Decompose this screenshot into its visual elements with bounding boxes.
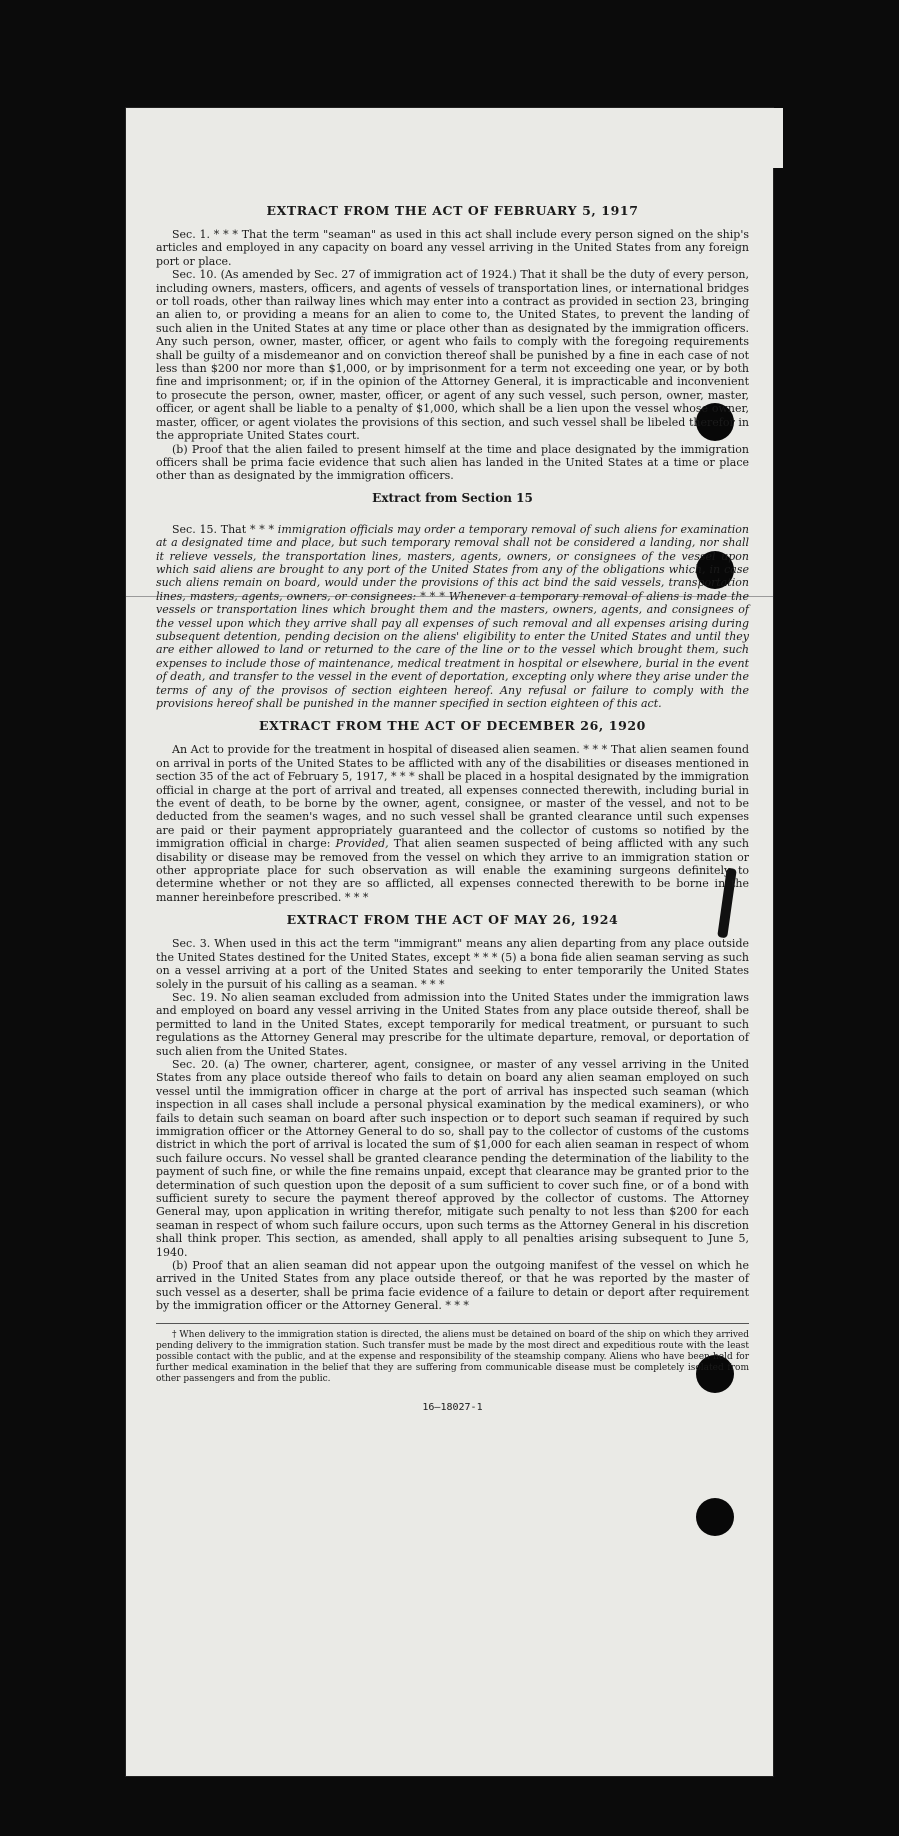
document-page [126, 108, 773, 1776]
heading-section-15: Extract from Section 15 [372, 490, 533, 505]
section-3-paragraph: Sec. 3. When used in this act the term "immigrant" means any alien departing from any place outside the United States destined for the United States, except * * * (5) a bona fide alien seaman serving as such on a vessel arriving at a port of the United States and seeking to enter temporarily the United States solely in the pursuit of his calling as a seaman. * * * [156, 937, 749, 991]
form-number: 16—18027-1 [422, 1401, 483, 1413]
heading-act-1920: EXTRACT FROM THE ACT OF DECEMBER 26, 1920 [259, 718, 646, 734]
spacer [156, 513, 749, 523]
footnote-text: † When delivery to the immigration station is directed, the aliens must be detained on board of the ship on which they arrived pending delivery to the immigration station. Such transfer must be made by the most direct and expeditious route with the least possible contact with the public, and at the expense and responsibility of the steamship company. Aliens who have been held for further medical examination in the belief that they are suffering from communicable disease must be completely isolated from other passengers and from the public. [156, 1329, 749, 1385]
act-1920-text-b: That alien seamen suspected of being afflicted with any such disability or disease may be removed from the vessel on which they arrive to an immigration station or other appropriate place for such observation as will enable the examining surgeons definitely to determine whether or not they are so afflicted, all expenses connected therewith to be borne in the manner hereinbefore prescribed. * * * [156, 837, 749, 904]
act-1920-text-a: An Act to provide for the treatment in hospital of diseased alien seamen. * * * That alien seamen found on arrival in ports of the United States to be afflicted with any of the disabilities or diseases mentioned in section 35 of the act of February 5, 1917, * * * shall be placed in a hospital designated by the immigration official in charge at the port of arrival and treated, all expenses connected therewith, including burial in the event of death, to be borne by the owner, agent, consignee, or master of the vessel, and not to be deducted from the seamen's wages, and no such vessel shall be granted clearance until such expenses are paid or their payment appropriately guaranteed and the collector of customs so notified by the immigration official in charge: [156, 743, 749, 851]
section-20b-paragraph: (b) Proof that an alien seaman did not appear upon the outgoing manifest of the vessel on which he arrived in the United States from any place outside thereof, or that he was reported by the master of such vessel as a deserter, shall be prima facie evidence of a failure to detain or deport after requirement by the immigration officer or the Attorney General. * * * [156, 1259, 749, 1313]
section-10b-paragraph: (b) Proof that the alien failed to present himself at the time and place designated by the immigration officers shall be prima facie evidence that such alien has landed in the United States at a time or place other than as designated by the immigration officers. [156, 442, 749, 483]
heading-act-1924: EXTRACT FROM THE ACT OF MAY 26, 1924 [286, 912, 619, 928]
section-15-text: immigration officials may order a temporary removal of such aliens for examination at a designated time and place, but such temporary removal shall not be considered a landing, nor shall it relieve vessels, the transportation lines, masters, agents, owners, or consignees of the vessel upon which said aliens are brought to any port of the United States from any of the obligations which, in case such aliens remain on board, would under the provisions of this act bind the said vessels, transportation lines, masters, agents, owners, or consignees: * * * Whenever a temporary removal of aliens is made the vessels or transportation lines which brought them and the masters, owners, agents, and consignees of the vessel upon which they arrive shall pay all expenses of such removal and all expenses arising during subsequent detention, pending decision on the aliens' eligibility to enter the United States and until they are either allowed to land or returned to the care of the line or to the vessel which brought them, such expenses to include those of maintenance, medical treatment in hospital or elsewhere, burial in the event of death, and transfer to the vessel in the event of deportation, excepting only where they arise under the terms of any of the provisos of section eighteen hereof. Any refusal or failure to comply with the provisions hereof shall be punished in the manner specified in section eighteen of this act. [156, 522, 749, 710]
section-20a-paragraph: Sec. 20. (a) The owner, charterer, agent, consignee, or master of any vessel arriving in the United States from any place outside thereof who fails to detain on board any alien seaman employed on such vessel until the immigration officer in charge at the port of arrival has inspected such seaman (which inspection in all cases shall include a personal physical examination by the medical examiners), or who fails to detain such seaman on board after such inspection or to deport such seaman if required by such immigration officer or the Attorney General to do so, shall pay to the collector of customs of the customs district in which the port of arrival is located the sum of $1,000 for each alien seaman in respect of whom such failure occurs. No vessel shall be granted clearance pending the determination of the liability to the payment of such fine, or while the fine remains unpaid, except that clearance may be granted prior to the determination of such question upon the deposit of a sum sufficient to cover such fine, or of a bond with sufficient surety to secure the payment thereof approved by the collector of customs. The Attorney General may, upon application in writing therefor, mitigate such penalty to not less than $200 for each seaman in respect of whom such failure occurs, upon such terms as the Attorney General in his discretion shall think proper. This section, as amended, shall apply to all penalties arising subsequent to June 5, 1940. [156, 1057, 749, 1259]
section-15-paragraph [156, 523, 749, 711]
page-corner [771, 108, 783, 168]
section-15-lead: Sec. 15. That * * * [172, 522, 278, 536]
punch-hole-4 [696, 1498, 734, 1536]
heading-act-1917: EXTRACT FROM THE ACT OF FEBRUARY 5, 1917 [266, 203, 639, 218]
act-1920-paragraph [156, 743, 749, 904]
section-10-paragraph: Sec. 10. (As amended by Sec. 27 of immigration act of 1924.) That it shall be the duty of every person, including owners, masters, officers, and agents of vessels of transportation lines, or international bridges or toll roads, other than railway lines which may enter into a contract as provided in section 23, bringing an alien to, or providing a means for an alien to come to, the United States, to prevent the landing of such alien in the United States at any time or place other than as designated by the immigration officers. Any such person, owner, master, officer, or agent who fails to comply with the foregoing requirements shall be guilty of a misdemeanor and on conviction thereof shall be punished by a fine in each case of not less than $200 nor more than $1,000, or by imprisonment for a term not exceeding one year, or by both fine and imprisonment; or, if in the opinion of the Attorney General, it is impracticable and inconvenient to prosecute the person, owner, master, officer, or agent of any such vessel, such person, owner, master, officer, or agent shall be liable to a penalty of $1,000, which shall be a lien upon the vessel whose owner, master, officer, or agent violates the provisions of this section, and such vessel shall be libeled therefor in the appropriate United States court. [156, 268, 749, 443]
document-body [156, 203, 749, 1413]
act-1920-provided: Provided, [335, 837, 389, 851]
section-1-paragraph: Sec. 1. * * * That the term "seaman" as used in this act shall include every person signed on the ship's articles and employed in any capacity on board any vessel arriving in the United States from any foreign port or place. [156, 228, 749, 268]
footnote [156, 1323, 749, 1386]
section-19-paragraph: Sec. 19. No alien seaman excluded from admission into the United States under the immigration laws and employed on board any vessel arriving in the United States from any place outside thereof, shall be permitted to land in the United States, except temporarily for medical treatment, or pursuant to such regulations as the Attorney General may prescribe for the ultimate departure, removal, or deportation of such alien from the United States. [156, 990, 749, 1058]
